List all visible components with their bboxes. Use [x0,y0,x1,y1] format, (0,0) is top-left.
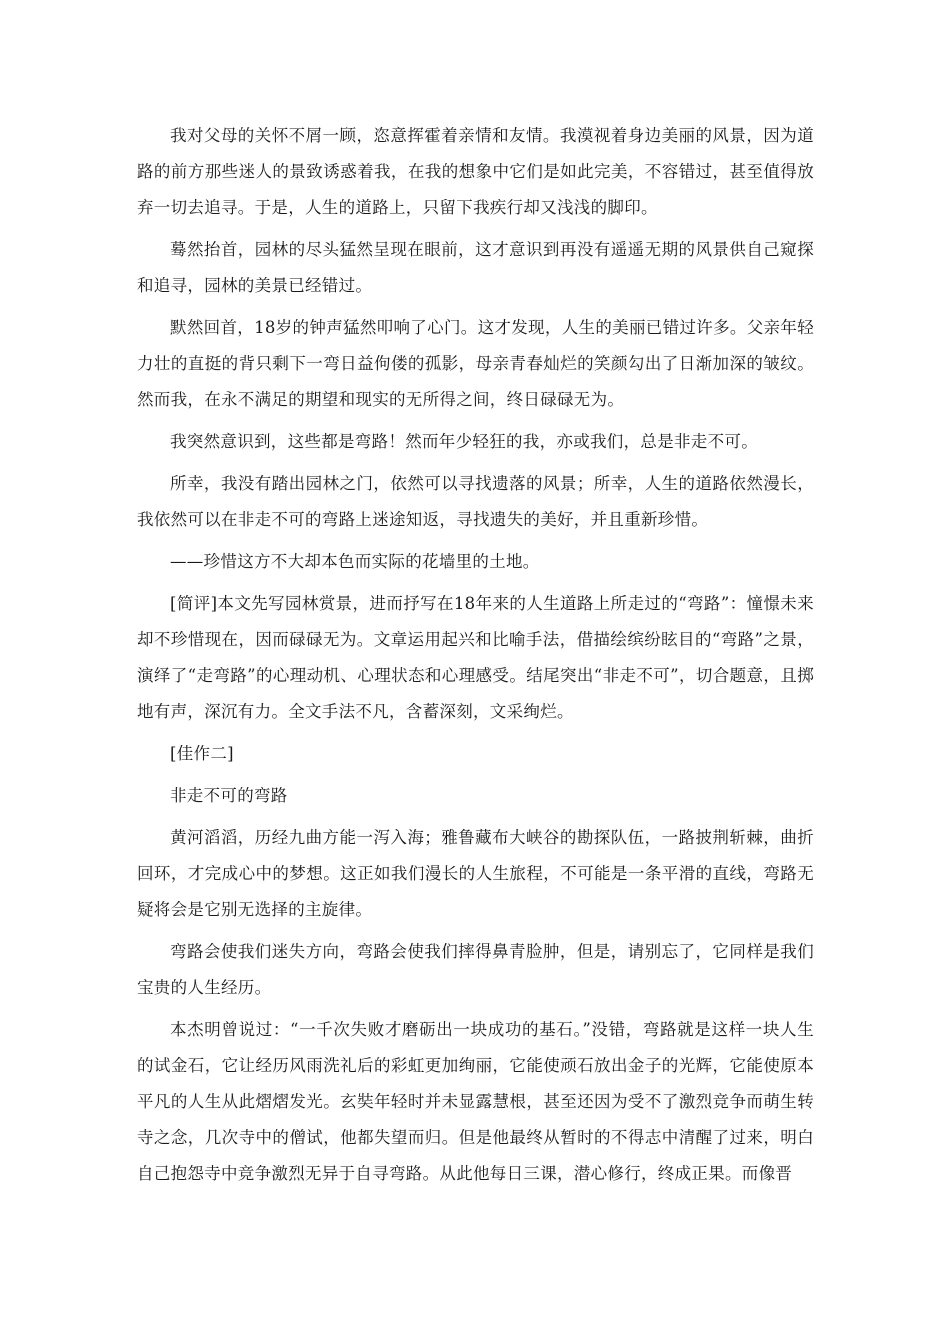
paragraph-detour-experience: 弯路会使我们迷失方向，弯路会使我们摔得鼻青脸肿，但是，请别忘了，它同样是我们宝贵的人生经历。 [137,942,814,997]
paragraph-cherish-land: ——珍惜这方不大却本色而实际的花墙里的土地。 [170,552,540,571]
paragraph-garden-end: 蓦然抬首，园林的尽头猛然呈现在眼前，这才意识到再没有遥遥无期的风景供自己窥探和追寻，园林的美景已经错过。 [137,240,814,295]
paragraph-fortunately: 所幸，我没有踏出园林之门，依然可以寻找遗落的风景；所幸，人生的道路依然漫长，我依然可以在非走不可的弯路上迷途知返，寻找遗失的美好，并且重新珍惜。 [137,474,814,529]
paragraph-commentary: [简评]本文先写园林赏景，进而抒写在18年来的人生道路上所走过的“弯路”：憧憬未来却不珍惜现在，因而碌碌无为。文章运用起兴和比喻手法，借描绘缤纷眩目的“弯路”之景，演绎了“走弯路”的心理动机、心理状态和心理感受。结尾突出“非走不可”，切合题意，且掷地有声，深沉有力。全文手法不凡，含蓄深刻，文采绚烂。 [137,594,814,721]
section-label-excellent-essay-two: [佳作二] [170,744,234,763]
document-page [137,118,814,1198]
paragraph-yellow-river: 黄河滔滔，历经九曲方能一泻入海；雅鲁藏布大峡谷的勘探队伍，一路披荆斩棘，曲折回环，才完成心中的梦想。这正如我们漫长的人生旅程，不可能是一条平滑的直线，弯路无疑将会是它别无选择的主旋律。 [137,828,814,919]
paragraph-age-18: 默然回首，18岁的钟声猛然叩响了心门。这才发现，人生的美丽已错过许多。父亲年轻力壮的直挺的背只剩下一弯日益佝偻的孤影，母亲青春灿烂的笑颜勾出了日渐加深的皱纹。然而我，在永不满足的期望和现实的无所得之间，终日碌碌无为。 [137,318,814,409]
paragraph-realization: 我突然意识到，这些都是弯路！然而年少轻狂的我，亦或我们，总是非走不可。 [170,432,758,451]
paragraph-benjamin-quote: 本杰明曾说过：“一千次失败才磨砺出一块成功的基石。”没错，弯路就是这样一块人生的试金石，它让经历风雨洗礼后的彩虹更加绚丽，它能使顽石放出金子的光辉，它能使原本平凡的人生从此熠熠发光。玄奘年轻时并未显露慧根，甚至还因为受不了激烈竞争而萌生转寺之念，几次寺中的僧试，他都失望而归。但是他最终从暂时的不得志中清醒了过来，明白自己抱怨寺中竞争激烈无异于自寻弯路。从此他每日三课，潜心修行，终成正果。而像晋 [137,1020,814,1183]
paragraph-ignoring-parents: 我对父母的关怀不屑一顾，恣意挥霍着亲情和友情。我漠视着身边美丽的风景，因为道路的前方那些迷人的景致诱惑着我，在我的想象中它们是如此完美，不容错过，甚至值得放弃一切去追寻。于是，人生的道路上，只留下我疾行却又浅浅的脚印。 [137,126,814,217]
essay-title: 非走不可的弯路 [170,786,288,805]
